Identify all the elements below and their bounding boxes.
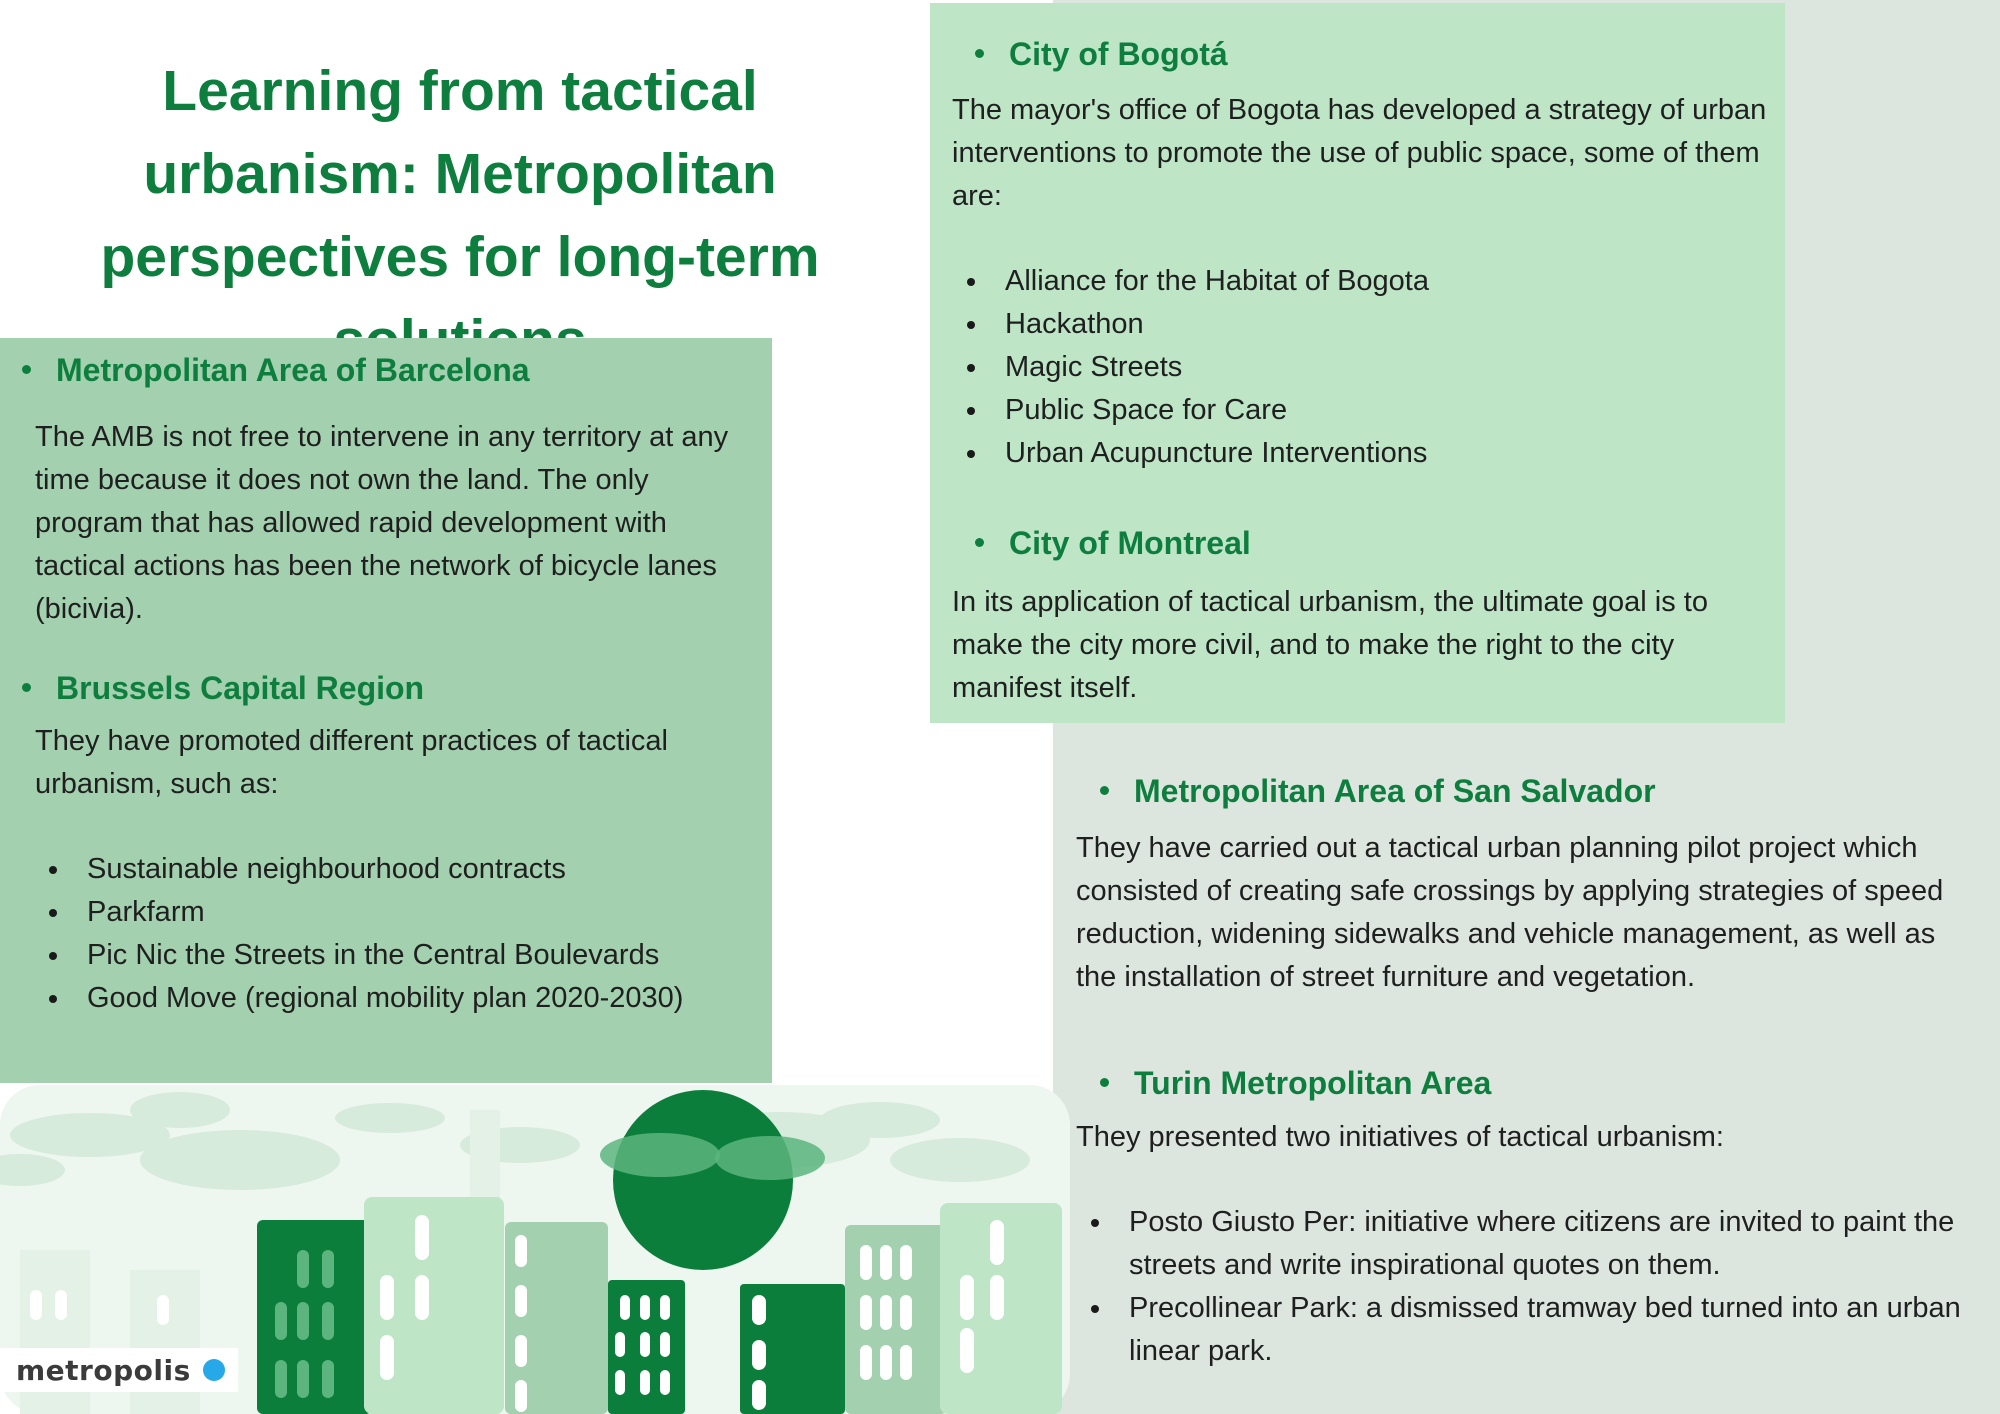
san-salvador-heading-text: Metropolitan Area of San Salvador	[1134, 773, 1656, 809]
bullet-icon	[1100, 1078, 1109, 1087]
logo-text: metropolis	[16, 1353, 191, 1387]
bullet-icon	[22, 365, 31, 374]
bogota-heading-text: City of Bogotá	[1009, 36, 1228, 72]
bogota-heading	[975, 34, 1228, 74]
montreal-text: In its application of tactical urbanism, the ultimate goal is to make the city more civil, and to make the right to the city manifest itself.	[952, 586, 1708, 704]
list-item: Parkfarm	[35, 891, 765, 934]
bullet-icon	[22, 683, 31, 692]
list-item: Hackathon	[953, 303, 1773, 346]
bullet-icon	[1100, 786, 1109, 795]
moon-circle	[613, 1090, 793, 1270]
bogota-list	[953, 260, 1773, 475]
list-item: Posto Giusto Per: initiative where citizens are invited to paint the streets and write inspirational quotes on them.	[1077, 1201, 1977, 1287]
barcelona-heading	[22, 350, 530, 390]
list-item: Good Move (regional mobility plan 2020-2030)	[35, 977, 765, 1020]
turin-heading-text: Turin Metropolitan Area	[1134, 1065, 1492, 1101]
barcelona-text: The AMB is not free to intervene in any territory at any time because it does not own the land. The only program that has allowed rapid development with tactical actions has been the network of bicycle lanes (bicivia).	[35, 421, 729, 625]
bullet-icon	[975, 49, 984, 58]
list-item: Sustainable neighbourhood contracts	[35, 848, 765, 891]
brussels-text: They have promoted different practices of tactical urbanism, such as:	[35, 725, 668, 800]
list-item: Urban Acupuncture Interventions	[953, 432, 1773, 475]
brussels-heading	[22, 668, 424, 708]
montreal-heading-text: City of Montreal	[1009, 525, 1251, 561]
list-item: Precollinear Park: a dismissed tramway bed turned into an urban linear park.	[1077, 1287, 1977, 1373]
list-item: Public Space for Care	[953, 389, 1773, 432]
turin-text: They presented two initiatives of tactical urbanism:	[1076, 1121, 1724, 1153]
san-salvador-heading	[1100, 771, 1656, 811]
list-item: Magic Streets	[953, 346, 1773, 389]
san-salvador-text: They have carried out a tactical urban planning pilot project which consisted of creating safe crossings by applying strategies of speed reduction, widening sidewalks and vehicle management, as well as the installation of street furniture and vegetation.	[1076, 832, 1944, 993]
turin-list	[1077, 1201, 1977, 1373]
montreal-heading	[975, 523, 1251, 563]
bullet-icon	[975, 538, 984, 547]
logo-dot-icon	[203, 1359, 225, 1381]
bogota-text: The mayor's office of Bogota has developed a strategy of urban interventions to promote the use of public space, some of them are:	[952, 94, 1767, 212]
list-item: Alliance for the Habitat of Bogota	[953, 260, 1773, 303]
brussels-heading-text: Brussels Capital Region	[56, 670, 425, 706]
page-title: Learning from tactical urbanism: Metropolitan perspectives for long-term	[100, 59, 820, 289]
brussels-list	[35, 848, 765, 1020]
metropolis-logo	[0, 1348, 238, 1392]
list-item: Pic Nic the Streets in the Central Boulevards	[35, 934, 765, 977]
barcelona-heading-text: Metropolitan Area of Barcelona	[56, 352, 530, 388]
turin-heading	[1100, 1063, 1491, 1103]
building	[257, 1220, 372, 1414]
